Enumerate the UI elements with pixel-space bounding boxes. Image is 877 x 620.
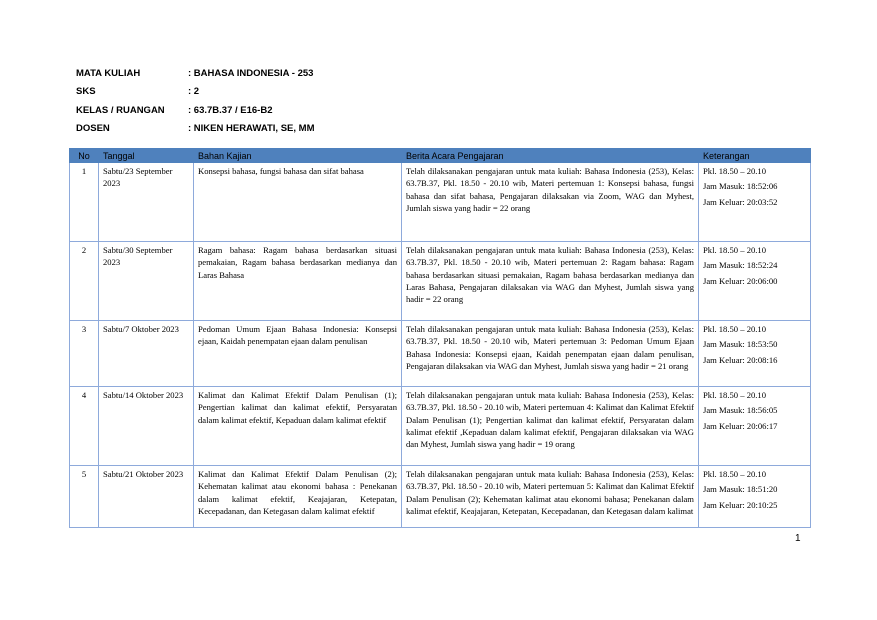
check-in-time: Jam Masuk: 18:52:24 (703, 260, 778, 271)
cell-date: Sabtu/14 Oktober 2023 (99, 387, 194, 466)
header-report: Berita Acara Pengajaran (402, 149, 699, 163)
header-material: Bahan Kajian (194, 149, 402, 163)
course-label: MATA KULIAH (76, 67, 141, 79)
check-out-time: Jam Keluar: 20:06:17 (703, 420, 778, 431)
course-info-row (76, 120, 315, 139)
page-number: 1 (795, 533, 801, 544)
cell-notes (699, 466, 811, 528)
header-date: Tanggal (99, 149, 194, 163)
lecturer-value: : NIKEN HERAWATI, SE, MM (188, 123, 315, 135)
class-room-label: KELAS / RUANGAN (76, 104, 165, 116)
cell-report: Telah dilaksanakan pengajaran untuk mata kuliah: Bahasa Indonesia (253), Kelas: 63.7B.37, Pkl. 18.50 - 20.10 wib, Materi pertemuan 4: Kalimat dan Kalimat Efektif Dalam Penulisan (1); Pengertian kalimat dan kalimat efektif, Persyaratan dalam kalimat efektif ,Kepaduan dalam kalimat efektif, Pengajaran dilaksakan via WAG dan Myhest, Jumlah siswa yang hadir = 19 orang (402, 387, 699, 466)
cell-report: Telah dilaksanakan pengajaran untuk mata kuliah: Bahasa Indonesia (253), Kelas: 63.7B.37, Pkl. 18.50 - 20.10 wib, Materi pertemuan 1: Konsepsi bahasa, fungsi bahasa dan sifat bahasa, Pengajaran dilaksakan via Zoom, WAG dan Myhest, Jumlah siswa yang hadir = 22 orang (402, 163, 699, 242)
cell-report: Telah dilaksanakan pengajaran untuk mata kuliah: Bahasa Indonesia (253), Kelas: 63.7B.37, Pkl. 18.50 - 20.10 wib, Materi pertemuan 2: Ragam bahasa: Ragam bahasa berdasarkan situasi pemakaian, Ragam bahasa berdasarkan medianya dan Laras Bahasa, Pengajaran dilaksakan via WAG dan Myhest, Jumlah siswa yang hadir = 22 orang (402, 242, 699, 321)
cell-date: Sabtu/7 Oktober 2023 (99, 321, 194, 387)
table-row (70, 242, 811, 321)
teaching-log-table (69, 148, 811, 528)
cell-date: Sabtu/30 September 2023 (99, 242, 194, 321)
header-notes: Keterangan (699, 149, 811, 163)
cell-notes (699, 321, 811, 387)
check-in-time: Jam Masuk: 18:56:05 (703, 405, 778, 416)
cell-no: 5 (70, 466, 99, 528)
table-header-row (70, 149, 811, 163)
check-in-time: Jam Masuk: 18:52:06 (703, 181, 778, 192)
check-out-time: Jam Keluar: 20:08:16 (703, 354, 778, 365)
course-info-row (76, 101, 315, 120)
class-room-value: : 63.7B.37 / E16-B2 (188, 104, 273, 116)
cell-no: 4 (70, 387, 99, 466)
lecturer-label: DOSEN (76, 123, 110, 135)
check-in-time: Jam Masuk: 18:53:50 (703, 339, 778, 350)
check-out-time: Jam Keluar: 20:03:52 (703, 196, 778, 207)
cell-material: Konsepsi bahasa, fungsi bahasa dan sifat bahasa (194, 163, 402, 242)
table-row (70, 387, 811, 466)
course-value: : BAHASA INDONESIA - 253 (188, 67, 314, 79)
cell-report: Telah dilaksanakan pengajaran untuk mata kuliah: Bahasa Indonesia (253), Kelas: 63.7B.37, Pkl. 18.50 - 20.10 wib, Materi pertemuan 3: Pedoman Umum Ejaan Bahasa Indonesia: Konsepsi ejaan, Kaidah penempatan ejaan dalam penulisan, Pengajaran dilaksakan via WAG dan Myhest, Jumlah siswa yang hadir = 21 orang (402, 321, 699, 387)
cell-material: Ragam bahasa: Ragam bahasa berdasarkan situasi pemakaian, Ragam bahasa berdasarkan medianya dan Laras Bahasa (194, 242, 402, 321)
session-time: Pkl. 18.50 – 20.10 (703, 324, 767, 334)
course-info (76, 64, 315, 138)
cell-no: 3 (70, 321, 99, 387)
session-time: Pkl. 18.50 – 20.10 (703, 390, 767, 400)
check-out-time: Jam Keluar: 20:06:00 (703, 275, 778, 286)
sks-value: : 2 (188, 86, 200, 98)
table-row (70, 466, 811, 528)
cell-no: 1 (70, 163, 99, 242)
cell-notes (699, 242, 811, 321)
header-no: No (70, 149, 99, 163)
table-row (70, 163, 811, 242)
session-time: Pkl. 18.50 – 20.10 (703, 469, 767, 479)
table-row (70, 321, 811, 387)
session-time: Pkl. 18.50 – 20.10 (703, 166, 767, 176)
cell-date: Sabtu/23 September 2023 (99, 163, 194, 242)
cell-material: Kalimat dan Kalimat Efektif Dalam Penulisan (2); Kehematan kalimat atau ekonomi bahasa : Penekanan dalam kalimat efektif, Keajajaran, Ketepatan, Kecepadanan, dan Ketegasan dalam kalimat efektif (194, 466, 402, 528)
cell-material: Pedoman Umum Ejaan Bahasa Indonesia: Konsepsi ejaan, Kaidah penempatan ejaan dalam penulisan (194, 321, 402, 387)
course-info-row (76, 83, 315, 102)
cell-material: Kalimat dan Kalimat Efektif Dalam Penulisan (1); Pengertian kalimat dan kalimat efektif, Persyaratan dalam kalimat efektif, Kepaduan dalam kalimat efektif (194, 387, 402, 466)
cell-notes (699, 387, 811, 466)
sks-label: SKS (76, 86, 96, 98)
check-in-time: Jam Masuk: 18:51:20 (703, 484, 778, 495)
course-info-row (76, 64, 315, 83)
session-time: Pkl. 18.50 – 20.10 (703, 245, 767, 255)
check-out-time: Jam Keluar: 20:10:25 (703, 499, 778, 510)
cell-no: 2 (70, 242, 99, 321)
cell-report: Telah dilaksanakan pengajaran untuk mata kuliah: Bahasa Indonesia (253), Kelas: 63.7B.37, Pkl. 18.50 - 20.10 wib, Materi pertemuan 5: Kalimat dan Kalimat Efektif Dalam Penulisan (2); Kehematan kalimat atau ekonomi bahasa; Penekanan dalam kalimat efektif, Keajajaran, Ketepatan, Kecepadanan, dan Ketegasan dalam kalimat (402, 466, 699, 528)
cell-notes (699, 163, 811, 242)
cell-date: Sabtu/21 Oktober 2023 (99, 466, 194, 528)
